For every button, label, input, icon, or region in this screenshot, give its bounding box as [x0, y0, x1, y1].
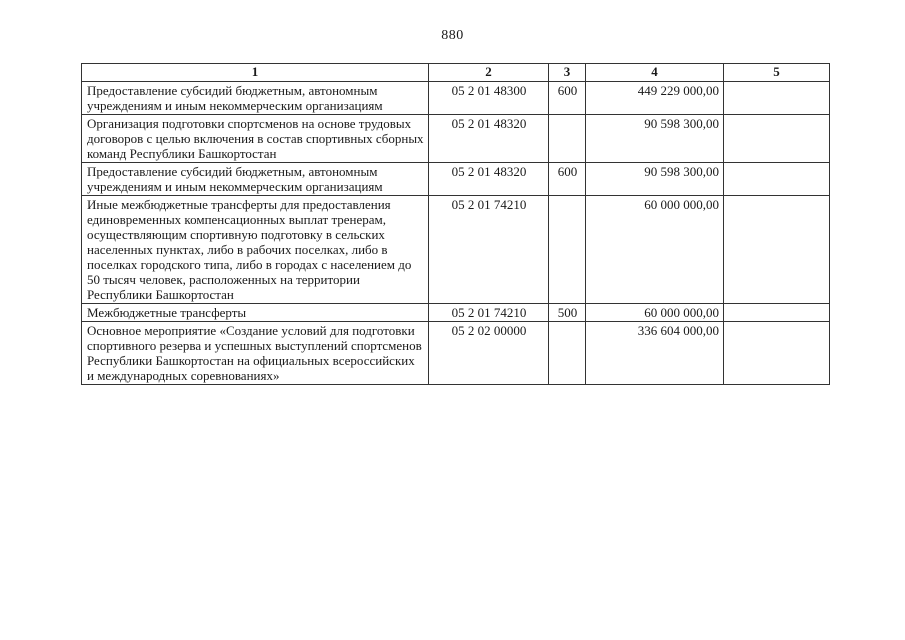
row-code-cell: 05 2 01 48320	[429, 115, 549, 163]
table-row	[82, 304, 830, 322]
row-name-cell: Иные межбюджетные трансферты для предоставления единовременных компенсационных выплат тренерам, осуществляющим спортивную подготовку в сельских населенных пунктах, либо в рабочих поселках, либо в поселках городского типа, либо в городах с населением до 50 тысяч человек, расположенных на территории Республики Башкортостан	[82, 196, 429, 304]
row-name-cell: Межбюджетные трансферты	[82, 304, 429, 322]
row-amount-cell: 449 229 000,00	[586, 82, 724, 115]
row-type-cell	[549, 322, 586, 385]
row-col5-cell	[724, 304, 830, 322]
row-type-cell: 600	[549, 82, 586, 115]
row-code-cell: 05 2 01 48300	[429, 82, 549, 115]
row-type-cell: 500	[549, 304, 586, 322]
row-amount-cell: 336 604 000,00	[586, 322, 724, 385]
row-col5-cell	[724, 82, 830, 115]
row-col5-cell	[724, 196, 830, 304]
row-code-cell: 05 2 01 74210	[429, 304, 549, 322]
column-header-1: 1	[82, 64, 429, 82]
row-col5-cell	[724, 115, 830, 163]
row-name-cell: Основное мероприятие «Создание условий для подготовки спортивного резерва и успешных выступлений спортсменов Республики Башкортостан на официальных всероссийских и международных соревнованиях»	[82, 322, 429, 385]
row-type-cell	[549, 196, 586, 304]
table-row	[82, 322, 830, 385]
row-amount-cell: 60 000 000,00	[586, 196, 724, 304]
row-name-cell: Предоставление субсидий бюджетным, автономным учреждениям и иным некоммерческим организациям	[82, 163, 429, 196]
row-code-cell: 05 2 01 74210	[429, 196, 549, 304]
column-header-5: 5	[724, 64, 830, 82]
row-name-cell: Предоставление субсидий бюджетным, автономным учреждениям и иным некоммерческим организациям	[82, 82, 429, 115]
page-number: 880	[441, 28, 464, 43]
row-col5-cell	[724, 322, 830, 385]
table-row	[82, 82, 830, 115]
row-amount-cell: 90 598 300,00	[586, 163, 724, 196]
table-row	[82, 196, 830, 304]
column-header-4: 4	[586, 64, 724, 82]
table-header-row	[82, 64, 830, 82]
row-name-cell: Организация подготовки спортсменов на основе трудовых договоров с целью включения в состав спортивных сборных команд Республики Башкортостан	[82, 115, 429, 163]
column-header-3: 3	[549, 64, 586, 82]
row-amount-cell: 90 598 300,00	[586, 115, 724, 163]
table-row	[82, 115, 830, 163]
row-code-cell: 05 2 02 00000	[429, 322, 549, 385]
column-header-2: 2	[429, 64, 549, 82]
table-row	[82, 163, 830, 196]
row-code-cell: 05 2 01 48320	[429, 163, 549, 196]
row-type-cell	[549, 115, 586, 163]
row-col5-cell	[724, 163, 830, 196]
row-amount-cell: 60 000 000,00	[586, 304, 724, 322]
budget-table	[81, 63, 830, 385]
row-type-cell: 600	[549, 163, 586, 196]
